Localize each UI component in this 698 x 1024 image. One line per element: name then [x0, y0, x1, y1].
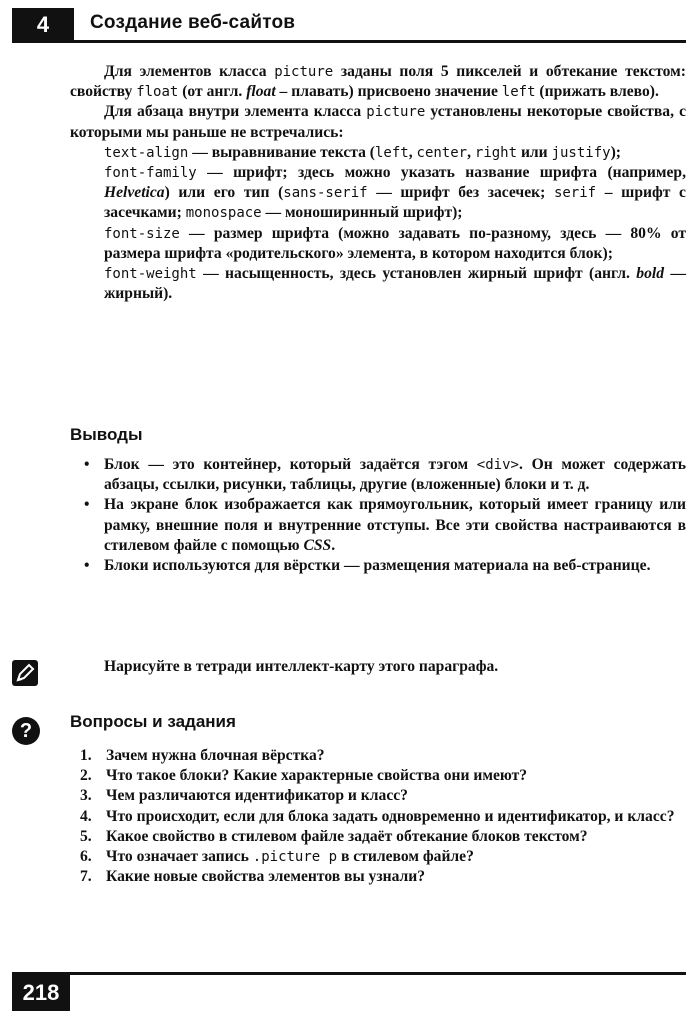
pencil-icon	[12, 660, 38, 686]
prop-text-align: text-align — выравнивание текста (left, center, right или justify);	[104, 143, 621, 161]
intro-text	[70, 62, 686, 304]
prop-font-size: font-size — размер шрифта (можно задавать по-разному, здесь — 80% от размера шрифта «родительского» элемента, в котором находится блок);	[104, 224, 686, 262]
paragraph-float: Для элементов класса picture заданы поля 5 пикселей и обтекание текстом: свойству float (от англ. float – плавать) присвоено значение left (прижать влево).	[70, 63, 686, 101]
list-item: 6. Что означает запись .picture p в стилевом файле?	[80, 848, 474, 866]
list-item: • На экране блок изображается как прямоугольник, который имеет границу или рамку, внешние поля и внутренние отступы. Все эти свойства настраиваются в стилевом файле с помощью CSS.	[70, 495, 686, 556]
questions-title: Вопросы и задания	[70, 712, 236, 731]
footer-rule	[12, 972, 686, 975]
header-rule	[12, 40, 686, 43]
list-item: 1. Зачем нужна блочная вёрстка?	[80, 747, 325, 764]
prop-font-family: font-family — шрифт; здесь можно указать название шрифта (например, Helvetica) или его тип (sans-serif — шрифт без засечек; serif – шрифт с засечками; monospace — моноширинный шрифт);	[104, 164, 686, 222]
conclusions-list	[70, 455, 686, 576]
questions-list	[80, 746, 686, 887]
question-icon: ?	[12, 717, 40, 745]
chapter-number: 4	[12, 8, 74, 42]
prop-font-weight: font-weight — насыщенность, здесь установлен жирный шрифт (англ. bold — жирный).	[104, 265, 686, 303]
list-item: 3. Чем различаются идентификатор и класс?	[80, 787, 408, 805]
list-item: 7. Какие новые свойства элементов вы узнали?	[80, 868, 426, 886]
conclusions-title: Выводы	[70, 425, 143, 444]
page-number: 218	[12, 975, 70, 1011]
paragraph-picture-p: Для абзаца внутри элемента класса picture установлены некоторые свойства, с которыми мы раньше не встречались:	[70, 103, 686, 141]
list-item: 4. Что происходит, если для блока задать одновременно и идентификатор, и класс?	[80, 807, 675, 825]
list-item: • Блоки используются для вёрстки — размещения материала на веб-странице.	[70, 556, 686, 576]
list-item: 2. Что такое блоки? Какие характерные свойства они имеют?	[80, 767, 528, 785]
running-header-title: Создание веб-сайтов	[90, 12, 296, 33]
list-item: 5. Какое свойство в стилевом файле задаёт обтекание блоков текстом?	[80, 827, 588, 845]
list-item: • Блок — это контейнер, который задаётся тэгом <div>. Он может содержать абзацы, ссылки, рисунки, таблицы, другие (вложенные) блоки и т. д.	[70, 455, 686, 495]
task-text: Нарисуйте в тетради интеллект-карту этого параграфа.	[104, 658, 499, 675]
